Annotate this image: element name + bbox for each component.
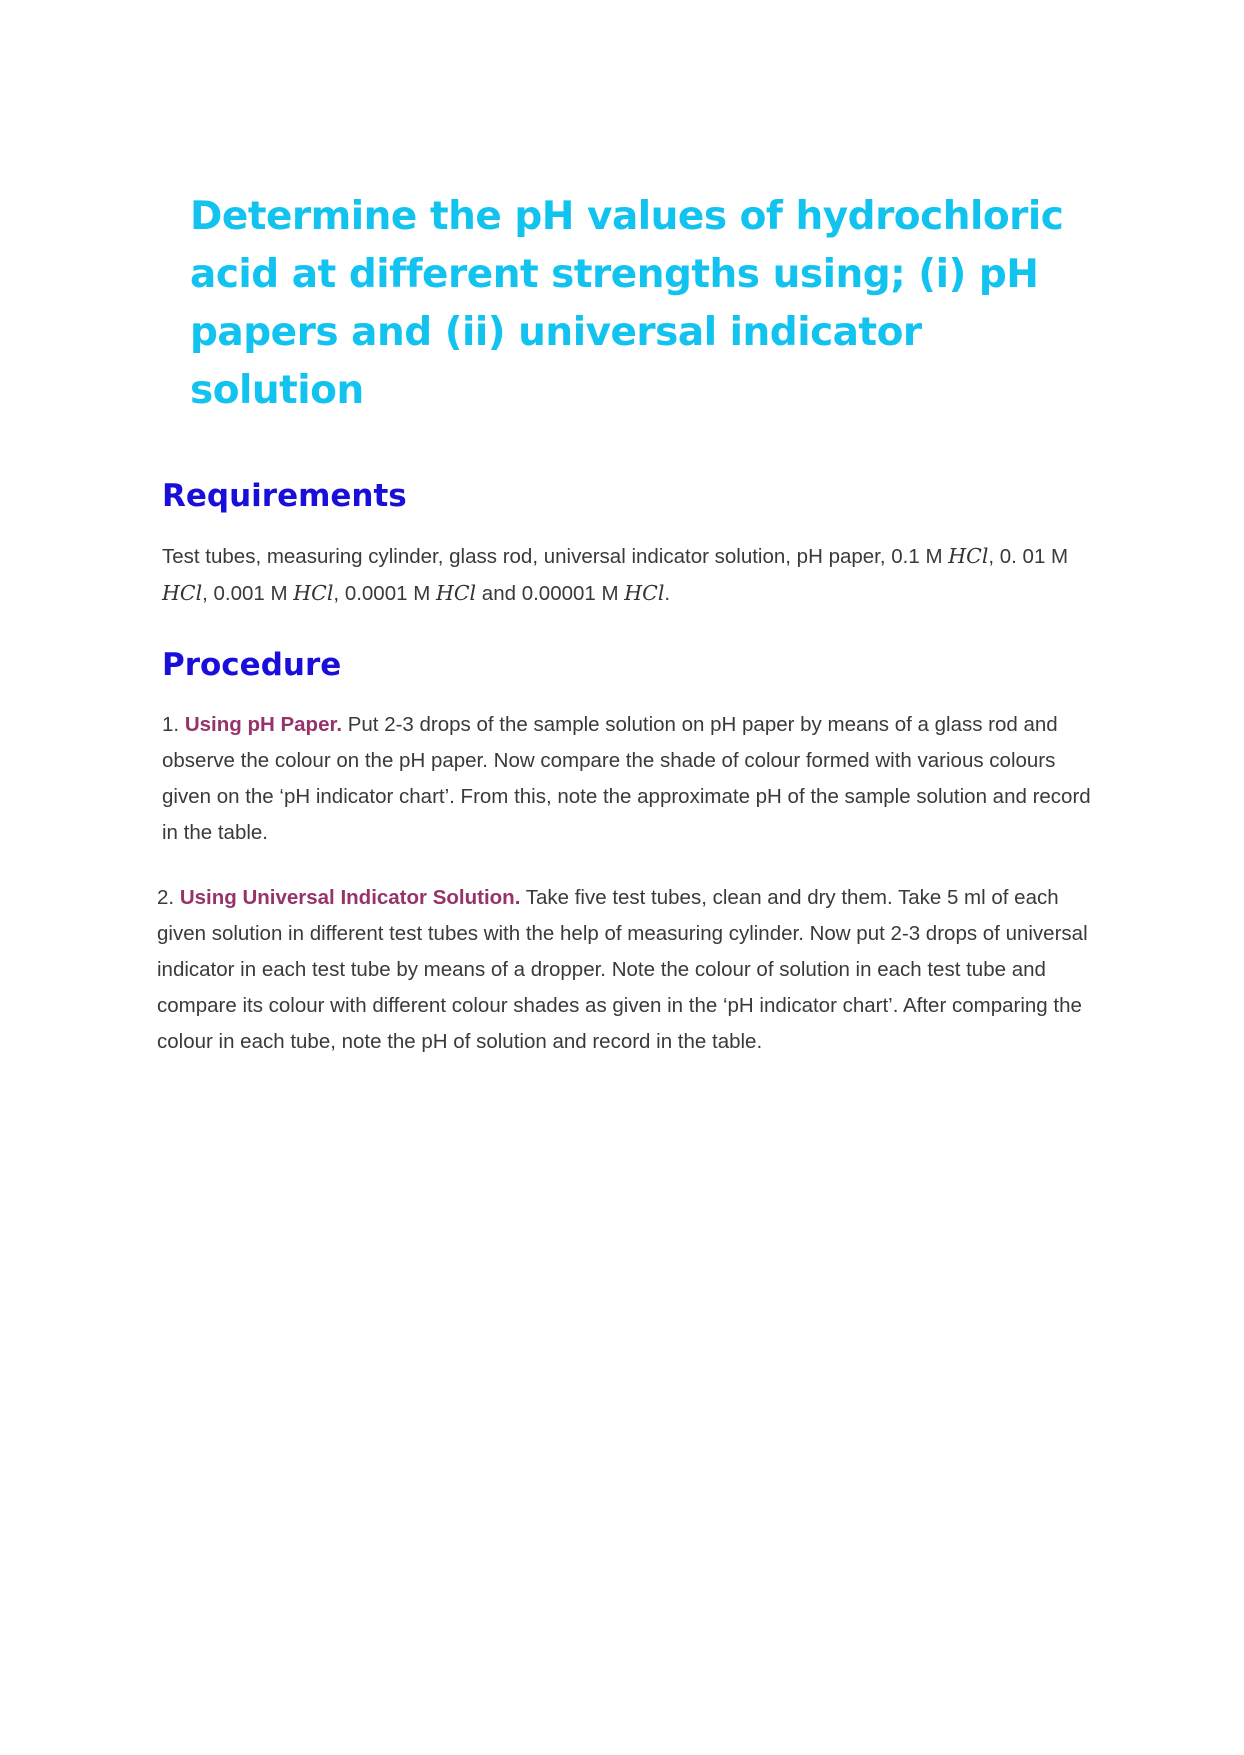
formula-hcl: HCl bbox=[293, 581, 334, 605]
requirements-text: , 0. 01 M bbox=[988, 545, 1069, 568]
page-title: Determine the pH values of hydrochloric acid at different strengths using; (i) pH papers and (ii) universal indicator solution bbox=[190, 194, 1064, 413]
procedure-heading: Procedure bbox=[162, 647, 342, 683]
step-number: 1. bbox=[162, 713, 180, 736]
requirements-text: , 0.0001 M bbox=[333, 582, 436, 605]
procedure-step-1 bbox=[162, 707, 1092, 851]
step-label: Using pH Paper. bbox=[184, 713, 343, 736]
requirements-text: and 0.00001 M bbox=[476, 582, 625, 605]
step-label: Using Universal Indicator Solution. bbox=[179, 886, 521, 909]
requirements-text: . bbox=[664, 582, 671, 605]
formula-hcl: HCl bbox=[624, 581, 665, 605]
step-number: 2. bbox=[157, 886, 175, 909]
requirements-heading: Requirements bbox=[162, 478, 407, 514]
step-text: Take five test tubes, clean and dry them. Take 5 ml of each given solution in different test tubes with the help of measuring cylinder. Now put 2-3 drops of universal indicator in each test tube by means of a dropper. Note the colour of solution in each test tube and compare its colour with different colour shades as given in the ‘pH indicator chart’. After comparing the colour in each tube, note the pH of solution and record in the table. bbox=[157, 886, 1088, 1053]
requirements-paragraph bbox=[162, 538, 1092, 612]
formula-hcl: HCl bbox=[948, 544, 989, 568]
procedure-step-2 bbox=[157, 880, 1092, 1060]
requirements-text: Test tubes, measuring cylinder, glass rod, universal indicator solution, pH paper, 0.1 M bbox=[162, 545, 949, 568]
step-text: Put 2-3 drops of the sample solution on pH paper by means of a glass rod and observe the colour on the pH paper. Now compare the shade of colour formed with various colours given on the ‘pH indicator chart’. From this, note the approximate pH of the sample solution and record in the table. bbox=[162, 713, 1091, 844]
formula-hcl: HCl bbox=[435, 581, 477, 605]
requirements-text: , 0.001 M bbox=[202, 582, 294, 605]
formula-hcl: HCl bbox=[162, 581, 203, 605]
